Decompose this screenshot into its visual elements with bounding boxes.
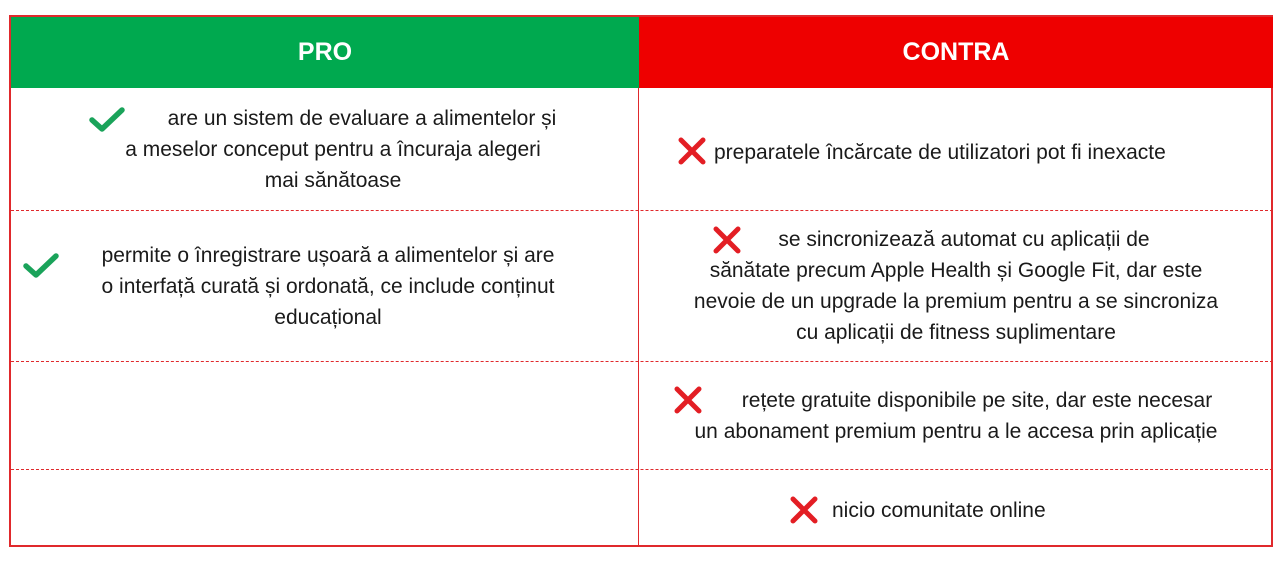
contra-item-text: sănătate precum Apple Health și Google Fit, dar este [709,259,1203,282]
contra-header-label: CONTRA [902,38,1010,66]
pros-cons-table [9,15,1273,547]
contra-item [639,470,1273,547]
contra-item [639,88,1273,210]
pro-item [11,211,638,361]
contra-item-text: un abonament premium pentru a le accesa prin aplicație [694,420,1218,443]
check-icon [23,253,59,279]
contra-item [639,211,1273,361]
pro-header-label: PRO [297,38,353,66]
contra-item [639,362,1273,469]
pro-item-text: educațional [274,306,382,329]
pro-empty-cell [11,470,638,547]
contra-item-text: se sincronizează automat cu aplicații de [778,228,1150,251]
pro-item-text: permite o înregistrare ușoară a alimentelor și are [101,244,555,267]
pro-item-text: o interfață curată și ordonată, ce include conținut [101,275,555,298]
pro-item [11,88,638,210]
pro-item-text: are un sistem de evaluare a alimentelor și [167,107,557,130]
contra-item-text: nevoie de un upgrade la premium pentru a se sincroniza [693,290,1219,313]
cross-icon [677,137,707,165]
contra-header [639,17,1273,88]
pro-item-text: a meselor conceput pentru a încuraja alegeri [125,138,541,161]
pro-item-text: mai sănătoase [264,169,402,192]
contra-item-text: nicio comunitate online [832,499,1046,522]
pro-empty-cell [11,362,638,469]
pro-header [11,17,639,88]
contra-item-text: rețete gratuite disponibile pe site, dar este necesar [741,389,1213,412]
contra-item-text: cu aplicații de fitness suplimentare [796,321,1116,344]
contra-item-text: preparatele încărcate de utilizatori pot fi inexacte [714,141,1166,164]
cross-icon [789,496,819,524]
